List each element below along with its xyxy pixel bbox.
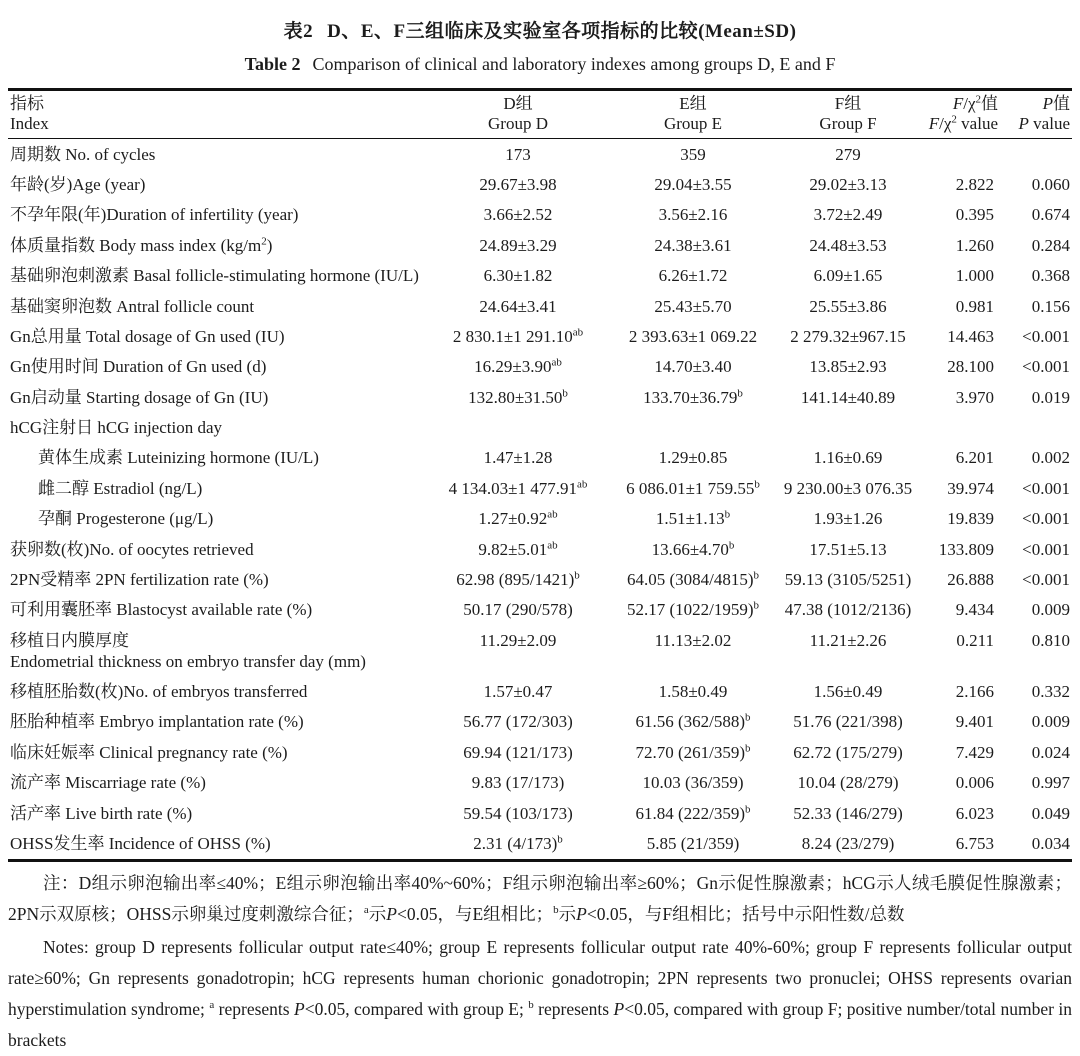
row-label: Gn启动量 Starting dosage of Gn (IU): [10, 387, 269, 407]
col-header-group-d-en: Group D: [488, 114, 548, 133]
p-value: 0.019: [1031, 387, 1070, 407]
p-value: 0.156: [1031, 296, 1070, 316]
group-f-value: 62.72 (175/279): [793, 742, 903, 762]
col-header-group-f-en: Group F: [819, 114, 877, 133]
group-d-value: 59.54 (103/173): [463, 803, 573, 823]
group-f-value: 25.55±3.86: [809, 296, 887, 316]
row-label: 获卵数(枚)No. of oocytes retrieved: [10, 539, 254, 559]
group-f-value: 13.85±2.93: [809, 357, 887, 377]
group-d-value: 2.31 $(4/173)^b$: [473, 833, 563, 853]
group-d-value: 2 830.1±1 291.10$^{ab}$: [452, 326, 584, 346]
chi-value: [918, 412, 1000, 442]
group-e-value: 1.29±0.85: [658, 448, 728, 468]
row-label: 黄体生成素 Luteinizing hormone (IU/L): [38, 448, 319, 468]
col-header-group-e: [608, 90, 778, 139]
chi-value: 9.401: [955, 712, 994, 732]
chi-value: 2.166: [955, 682, 994, 702]
group-f-value: 2 279.32±967.15: [790, 326, 906, 346]
row-label: 孕酮 Progesterone (μg/L): [38, 509, 214, 529]
chi-value: 0.006: [955, 773, 994, 793]
group-f-value: 47.38 (1012/2136): [784, 600, 912, 620]
p-value: [1000, 139, 1072, 170]
row-label: 胚胎种植率 Embryo implantation rate (%): [10, 712, 304, 732]
group-d-value: 3.66±2.52: [483, 205, 553, 225]
col-header-group-d: [428, 90, 608, 139]
row-label: hCG注射日 hCG injection day: [10, 418, 223, 438]
comparison-table: [8, 88, 1072, 862]
group-e-value: 1.58±0.49: [658, 682, 728, 702]
col-header-index: [8, 90, 428, 139]
group-e-value: 6 086.01±1 759.55$^b$: [626, 478, 760, 498]
group-d-value: 24.64±3.41: [479, 296, 557, 316]
p-value: <0.001: [1022, 509, 1070, 529]
row-label: Gn总用量 Total dosage of Gn used (IU): [10, 326, 285, 346]
group-e-value: 13.66±4.70$^b$: [651, 538, 735, 559]
p-value: 0.049: [1031, 803, 1070, 823]
chi-value: 3.970: [955, 387, 994, 407]
table-row: [8, 504, 1072, 534]
group-e-value: 2 393.63±1 069.22: [628, 326, 758, 346]
group-d-value: 1.27±0.92$^{ab}$: [478, 508, 558, 529]
group-e-value: 61.84 $(222/359)^b$: [635, 802, 751, 823]
table-title-en: [8, 54, 1072, 75]
chi-value: 133.809: [938, 539, 994, 559]
group-d-value: 9.83 (17/173): [471, 773, 565, 793]
table-row: [8, 768, 1072, 798]
chi-value: 7.429: [955, 742, 994, 762]
row-label: 2PN受精率 2PN fertilization rate (%): [10, 569, 269, 589]
group-d-value: 69.94 (121/173): [463, 742, 573, 762]
chi-value: 26.888: [947, 569, 994, 589]
row-label: 年龄(岁)Age (year): [10, 175, 146, 195]
table-row: [8, 261, 1072, 291]
chi-value: 6.753: [955, 833, 994, 853]
col-header-group-f-zh: F组: [834, 94, 862, 113]
row-label: 移植胚胎数(枚)No. of embryos transferred: [10, 682, 308, 702]
group-f-value: 8.24 (23/279): [801, 833, 895, 853]
group-f-value: 1.56±0.49: [813, 682, 883, 702]
table-row: [8, 200, 1072, 230]
chi-value: 1.000: [955, 266, 994, 286]
table-row: [8, 230, 1072, 260]
group-f-value: 141.14±40.89: [800, 387, 896, 407]
table-row: [8, 473, 1072, 503]
header-row: [8, 90, 1072, 139]
group-f-value: 9 230.00±3 076.35: [783, 478, 913, 498]
p-value: <0.001: [1022, 569, 1070, 589]
group-d-value: 132.80±31.50$^b$: [468, 387, 568, 407]
note-en: Notes: group D represents follicular output rate≤40%; group E represents follicular output rate 40%-60%; group F represents follicular output rate≥60%; Gn represents gonadotropin; hCG represents human chorionic gonadotropin; 2PN represents two pronuclei; OHSS represents ovarian hyperstimulation syndrome; $^a$ represents P<0.05, compared with group E; $^b$ represents P<0.05, compared with group F; positive number/total number in brackets: [8, 936, 1072, 1050]
group-f-value: 11.21±2.26: [809, 630, 887, 650]
p-value: [1000, 412, 1072, 442]
row-label-line2: Endometrial thickness on embryo transfer day (mm): [10, 651, 366, 671]
p-value: 0.009: [1031, 600, 1070, 620]
chi-value: 0.981: [955, 296, 994, 316]
row-label: 流产率 Miscarriage rate (%): [10, 773, 206, 793]
p-value: <0.001: [1022, 326, 1070, 346]
group-f-value: 51.76 (221/398): [793, 712, 903, 732]
chi-value: 9.434: [955, 600, 994, 620]
row-label: 周期数 No. of cycles: [10, 144, 156, 164]
col-header-chi-value: [918, 90, 1000, 139]
group-d-value: 9.82±5.01$^{ab}$: [478, 538, 558, 559]
chi-value: 39.974: [947, 478, 994, 498]
row-label: 可利用囊胚率 Blastocyst available rate (%): [10, 600, 313, 620]
chi-value: [918, 139, 1000, 170]
group-f-value: 17.51±5.13: [809, 539, 887, 559]
table-row: [8, 321, 1072, 351]
group-f-value: 3.72±2.49: [813, 205, 883, 225]
table-row: [8, 412, 1072, 442]
group-e-value: 25.43±5.70: [654, 296, 732, 316]
group-d-value: 56.77 (172/303): [463, 712, 573, 732]
row-label: 体质量指数 Body mass index $(kg/m^2)$: [10, 235, 273, 255]
group-e-value: 10.03 (36/359): [642, 773, 744, 793]
group-f-value: 6.09±1.65: [813, 266, 883, 286]
table-row: [8, 828, 1072, 860]
chi-value: 28.100: [947, 357, 994, 377]
group-d-value: 24.89±3.29: [479, 235, 557, 255]
row-label: Gn使用时间 Duration of Gn used (d): [10, 357, 267, 377]
chi-value: 19.839: [947, 509, 994, 529]
table-row: [8, 443, 1072, 473]
group-d-value: 1.47±1.28: [483, 448, 553, 468]
row-label: 不孕年限(年)Duration of infertility (year): [10, 205, 299, 225]
col-header-index-zh: 指标: [10, 94, 44, 113]
col-header-chi-zh: $F/\chi^2$值: [952, 93, 998, 113]
group-d-value: 50.17 (290/578): [463, 600, 573, 620]
group-d-value: 62.98 $(895/1421)^b$: [456, 569, 580, 589]
row-label: 基础窦卵泡数 Antral follicle count: [10, 296, 255, 316]
group-d-value: [428, 412, 608, 442]
group-e-value: 3.56±2.16: [658, 205, 728, 225]
group-d-value: 16.29±3.90$^{ab}$: [474, 356, 562, 377]
table-row: [8, 625, 1072, 676]
p-value: 0.284: [1031, 235, 1070, 255]
table-title-zh: [8, 16, 1072, 43]
note-zh: 注：D组示卵泡输出率≤40%；E组示卵泡输出率40%~60%；F组示卵泡输出率≥60%；Gn示促性腺激素；hCG示人绒毛膜促性腺激素；2PN示双原核；OHSS示卵巢过度刺激综合征；$^a$示P<0.05，与E组相比；$^b$示P<0.05，与F组相比；括号中示阳性数/总数: [8, 872, 1072, 924]
group-f-value: 279: [835, 144, 861, 164]
group-d-value: 29.67±3.98: [479, 175, 557, 195]
group-e-value: 64.05 $(3084/4815)^b$: [626, 569, 760, 589]
group-f-value: 1.16±0.69: [813, 448, 883, 468]
p-value: 0.810: [1031, 630, 1070, 650]
col-header-chi-en: $F/\chi^2$ value: [928, 113, 998, 133]
chi-value: 0.395: [955, 205, 994, 225]
group-e-value: 14.70±3.40: [654, 357, 732, 377]
group-e-value: 5.85 (21/359): [646, 833, 740, 853]
group-f-value: [778, 412, 918, 442]
group-d-value: 11.29±2.09: [479, 630, 557, 650]
chi-value: 14.463: [947, 326, 994, 346]
row-label: 活产率 Live birth rate (%): [10, 803, 193, 823]
table-row: [8, 595, 1072, 625]
p-value: 0.674: [1031, 205, 1070, 225]
group-e-value: 359: [680, 144, 706, 164]
group-f-value: 24.48±3.53: [809, 235, 887, 255]
p-value: 0.332: [1031, 682, 1070, 702]
group-e-value: 6.26±1.72: [658, 266, 728, 286]
group-f-value: 59.13 (3105/5251): [784, 569, 912, 589]
row-label: 移植日内膜厚度 Endometrial thickness on embryo transfer day (mm): [8, 625, 428, 676]
p-value: 0.034: [1031, 833, 1070, 853]
chi-value: 2.822: [955, 175, 994, 195]
group-e-value: 72.70 $(261/359)^b$: [635, 742, 751, 762]
chi-value: 6.023: [955, 803, 994, 823]
col-header-index-en: Index: [10, 114, 49, 133]
table-header: [8, 90, 1072, 139]
table-row: [8, 382, 1072, 412]
row-label: OHSS发生率 Incidence of OHSS (%): [10, 833, 271, 853]
row-label: 雌二醇 Estradiol (ng/L): [38, 478, 203, 498]
p-value: 0.997: [1031, 773, 1070, 793]
row-label: 基础卵泡刺激素 Basal follicle-stimulating hormone (IU/L): [10, 266, 419, 286]
p-value: 0.002: [1031, 448, 1070, 468]
chi-value: 0.211: [956, 630, 994, 650]
col-header-p-zh: P值: [1042, 94, 1070, 113]
p-value: 0.024: [1031, 742, 1070, 762]
table-row: [8, 352, 1072, 382]
p-value: <0.001: [1022, 539, 1070, 559]
table-row: [8, 139, 1072, 170]
table-row: [8, 564, 1072, 594]
col-header-group-d-zh: D组: [503, 94, 533, 113]
table-row: [8, 676, 1072, 706]
group-d-value: 1.57±0.47: [483, 682, 553, 702]
table-number-en: Table 2: [244, 54, 301, 74]
group-f-value: 52.33 (146/279): [793, 803, 903, 823]
group-f-value: 10.04 (28/279): [797, 773, 899, 793]
col-header-group-f: [778, 90, 918, 139]
group-e-value: 52.17 $(1022/1959)^b$: [626, 599, 760, 620]
table-row: [8, 169, 1072, 199]
row-label: 临床妊娠率 Clinical pregnancy rate (%): [10, 742, 288, 762]
col-header-p-value: [1000, 90, 1072, 139]
table-notes: [8, 868, 1072, 1056]
table-row: [8, 798, 1072, 828]
col-header-group-e-zh: E组: [679, 94, 707, 113]
group-e-value: 61.56 $(362/588)^b$: [635, 711, 751, 732]
table-row: [8, 737, 1072, 767]
group-e-value: 11.13±2.02: [654, 630, 732, 650]
chi-value: 6.201: [955, 448, 994, 468]
col-header-group-e-en: Group E: [663, 114, 723, 133]
table-body: [8, 139, 1072, 861]
p-value: 0.009: [1031, 712, 1070, 732]
group-e-value: 1.51±1.13$^b$: [655, 508, 731, 529]
table-number-zh: 表2: [283, 21, 314, 42]
table-title-zh-text: D、E、F三组临床及实验室各项指标的比较(Mean±SD): [327, 21, 797, 42]
chi-value: 1.260: [955, 235, 994, 255]
group-f-value: 29.02±3.13: [809, 175, 887, 195]
group-e-value: 24.38±3.61: [654, 235, 732, 255]
group-e-value: 133.70±36.79$^b$: [643, 387, 743, 407]
group-e-value: 29.04±3.55: [654, 175, 732, 195]
group-d-value: 4 134.03±1 477.91$^{ab}$: [448, 478, 588, 498]
p-value: 0.368: [1031, 266, 1070, 286]
group-e-value: [608, 412, 778, 442]
table-row: [8, 534, 1072, 564]
group-d-value: 6.30±1.82: [483, 266, 553, 286]
group-f-value: 1.93±1.26: [813, 509, 883, 529]
table-row: [8, 291, 1072, 321]
group-d-value: 173: [505, 144, 531, 164]
col-header-p-en: P value: [1018, 114, 1070, 133]
p-value: <0.001: [1022, 478, 1070, 498]
table-title-en-text: Comparison of clinical and laboratory indexes among groups D, E and F: [312, 54, 836, 74]
p-value: 0.060: [1031, 175, 1070, 195]
table-row: [8, 707, 1072, 737]
p-value: <0.001: [1022, 357, 1070, 377]
